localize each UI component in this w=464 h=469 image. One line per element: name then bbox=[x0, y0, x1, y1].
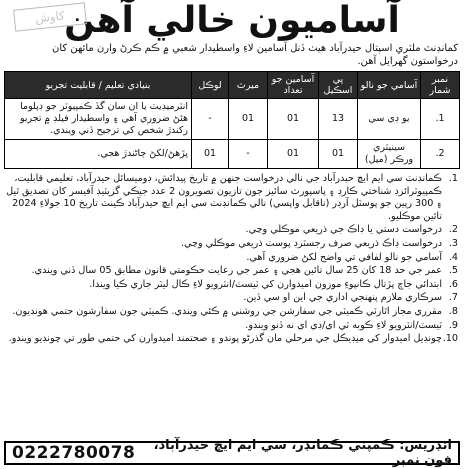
condition-text: عمر جي حد 18 کان 25 سال تائين هجي ۽ عمر جي رعايت حڪومتي قانون مطابق 05 سال ڏني ويندي. bbox=[31, 265, 442, 277]
posts-table bbox=[4, 71, 460, 169]
col-header-bps: پي اسڪيل bbox=[319, 72, 358, 99]
condition-number: 5. bbox=[448, 265, 458, 277]
col-header-local: لوڪل bbox=[192, 72, 229, 99]
cell-local: - bbox=[192, 99, 229, 140]
condition-number: 8. bbox=[448, 305, 458, 317]
cell-merit: - bbox=[229, 140, 268, 169]
list-item bbox=[6, 238, 458, 251]
list-item bbox=[6, 224, 458, 237]
cell-bps: 01 bbox=[319, 140, 358, 169]
condition-text: چونڊيل اميدوار کي ميڊيڪل جي مرحلي مان گذرڻو پوندو ۽ صحتمند اميدوارن کي حتمي طور تي چونڊيو ويندو. bbox=[8, 333, 442, 345]
condition-text: مقرري مجاز اٿارٽي ڪميٽي جي سفارشن جي روشني ۾ ڪئي ويندي. ڪميٽي جون سفارشون حتمي هونديون. bbox=[12, 305, 442, 317]
table-row bbox=[5, 140, 460, 169]
cell-count: 01 bbox=[268, 99, 319, 140]
condition-text: ٽيسٽ/انٽرويو لاءِ ڪوبه ٽي اي/ڊي اي نه ڏنو ويندو. bbox=[245, 319, 442, 331]
cell-merit: 01 bbox=[229, 99, 268, 140]
contact-address: ائڊريس: ڪمپني ڪمانڊر، سي ايم ايڇ حيدرآباد، فون نمبر bbox=[153, 438, 452, 468]
page-title: آسامیون خالي آهن bbox=[64, 0, 400, 41]
condition-number: 9. bbox=[448, 319, 458, 331]
list-item bbox=[6, 173, 458, 223]
condition-number: 10. bbox=[442, 333, 458, 345]
cell-sno: 1. bbox=[421, 99, 460, 140]
cell-post: يو ڊي سي bbox=[358, 99, 421, 140]
condition-number: 2. bbox=[448, 224, 458, 236]
cell-requirements: پڙهڻ/لکڻ ڄاڻندڙ هجي. bbox=[5, 140, 192, 169]
col-header-requirements: بنيادي تعليم / قابليت تجربو bbox=[5, 72, 192, 99]
cell-bps: 13 bbox=[319, 99, 358, 140]
list-item bbox=[6, 320, 458, 333]
col-header-merit: ميرٽ bbox=[229, 72, 268, 99]
condition-text: سرڪاري ملازم پنهنجي اداري جي اين او سي ڏين. bbox=[243, 292, 442, 304]
phone-number: 0222780078 bbox=[12, 443, 136, 463]
col-header-sno: نمبر شمار bbox=[421, 72, 460, 99]
condition-number: 4. bbox=[448, 251, 458, 263]
condition-number: 1. bbox=[448, 173, 458, 184]
cell-sno: 2. bbox=[421, 140, 460, 169]
list-item bbox=[6, 306, 458, 319]
table-header-row bbox=[5, 72, 460, 99]
condition-number: 6. bbox=[448, 278, 458, 290]
list-item bbox=[6, 252, 458, 265]
condition-number: 7. bbox=[448, 292, 458, 304]
cell-post: سينيٽري ورڪر (ميل) bbox=[358, 140, 421, 169]
list-item bbox=[6, 292, 458, 305]
col-header-post: آسامي جو نالو bbox=[358, 72, 421, 99]
list-item bbox=[6, 279, 458, 292]
intro-text: کمانڊنٽ ملٽري اسپتال حيدرآباد هيٺ ڏنل آسامين لاءِ واسطيدار شعبي ۾ ڪم ڪرڻ وارن مائهن کان درخواستون گهرايل آهن. bbox=[52, 43, 458, 67]
condition-text: ڪمانڊنٽ سي ايم ايڇ حيدرآباد جي نالي درخواست جنهن ۾ تاريخ پيدائش، ڊوميسائل حيدرآباد، تعليمي قابليت، ڪمپيوٽرائزڊ شناختي ڪارڊ ۽ پاسپورٽ سائيز جون تازيون تصويرون 2 عدد جيڪي گزيٽيڊ آفيسر کان تصديق ٿيل ۽ 300 رپين جو پوسٽل آرڊر (ناقابل واپسي) نالي ڪمانڊنٽ سي ايم ايڇ حيدرآباد ڪينٽ تاريخ 10 جولاءِ 2024 تائين موڪليو. bbox=[6, 173, 442, 222]
watermark: کاوش bbox=[13, 2, 87, 31]
contact-footer bbox=[4, 438, 460, 468]
list-item bbox=[6, 333, 458, 346]
condition-text: ابتدائي جاچ پڙتال ڪانپوءِ موزون اميدوارن کي ٽيسٽ/انٽرويو لاءِ ڪال ليٽر جاري ڪيا ويندا. bbox=[89, 278, 442, 290]
condition-text: درخواست ڊاڪ ذريعي صرف رجسٽرڊ پوسٽ ذريعي موڪلي وڃي. bbox=[180, 237, 442, 249]
condition-text: آسامي جو نالو لفافي تي واضح لکڻ ضروري آهي. bbox=[246, 251, 442, 263]
list-item bbox=[6, 265, 458, 278]
cell-count: 01 bbox=[268, 140, 319, 169]
table-row bbox=[5, 99, 460, 140]
cell-requirements: انٽرميڊيٽ يا ان سان گڏ ڪمپيوٽر جو ڊپلوما هئڻ ضروري آهي ۽ واسطيدار فيلڊ ۾ تجربو رکندڙ شخص کي ترجيح ڏني ويندي. bbox=[5, 99, 192, 140]
conditions-list bbox=[6, 173, 458, 346]
cell-local: 01 bbox=[192, 140, 229, 169]
condition-number: 3. bbox=[448, 237, 458, 249]
condition-text: درخواست دستي يا ڊاڪ جي ذريعي موڪلي وڃي. bbox=[245, 224, 442, 236]
col-header-count: آسامين جو تعداد bbox=[268, 72, 319, 99]
